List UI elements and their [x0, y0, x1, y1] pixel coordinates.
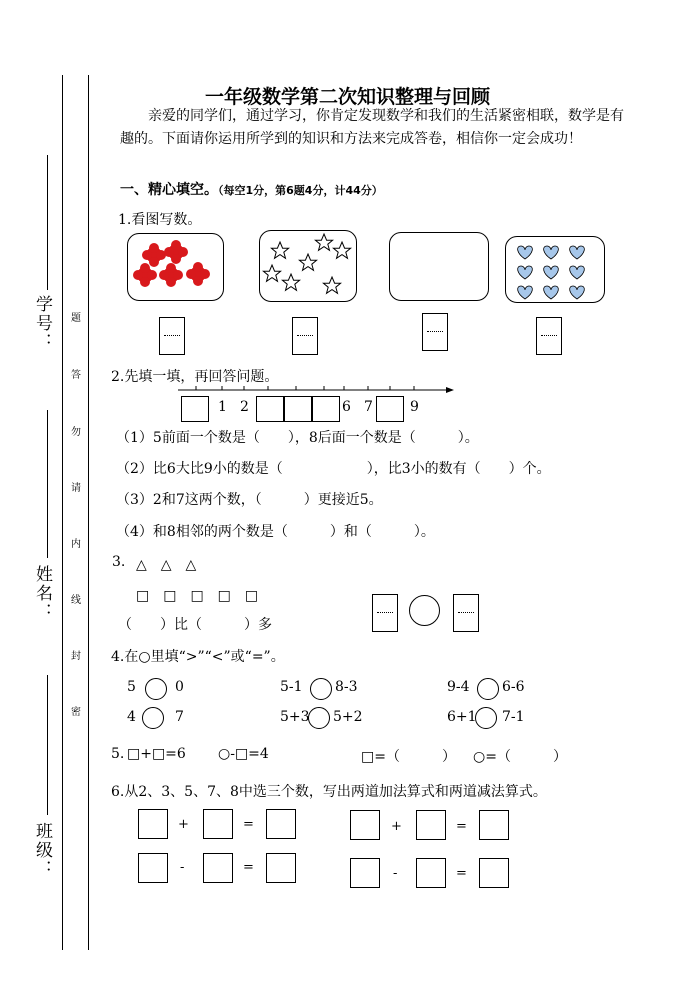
empty-picture [389, 232, 489, 301]
q4-compare-circle[interactable] [475, 707, 497, 729]
q3-squares: □ □ □ □ □ [136, 588, 259, 604]
section1-label: 一、精心填空。 [120, 182, 218, 198]
q3-triangles: △ △ △ [136, 557, 197, 573]
q1-answer-box[interactable] [536, 317, 562, 355]
intro-paragraph: 亲爱的同学们，通过学习，你肯定发现数学和我们的生活紧密相联，数学是有趣的。下面请你运用所学到的知识和方法来完成答卷，相信你一定会成功！ [120, 108, 624, 147]
q6-equals-sign: = [456, 866, 467, 881]
seal-char: 封 [71, 651, 81, 662]
number-line-label: 9 [410, 399, 419, 415]
margin-line-inner [88, 75, 89, 950]
number-line-label: 2 [240, 399, 249, 415]
q4-right: 5+2 [333, 709, 363, 725]
q6-equals-sign: = [243, 817, 254, 832]
student-id-underline [47, 155, 48, 290]
number-line-box[interactable] [181, 396, 209, 422]
q4-right: 8-3 [335, 679, 358, 695]
q5-answer2: ○=（ ） [473, 749, 567, 765]
q4-label: 4.在○里填“>”“<”或“=”。 [111, 649, 285, 665]
number-line-box[interactable] [312, 396, 340, 422]
number-line-box[interactable] [376, 396, 404, 422]
q2-sub4: （4）和8相邻的两个数是（ ）和（ ）。 [116, 524, 435, 540]
q3-compare-circle[interactable] [409, 595, 440, 626]
q6-number-box[interactable] [203, 809, 233, 839]
q4-left: 6+1 [447, 709, 477, 725]
q6-plus-sign: + [178, 817, 189, 832]
number-line-label: 1 [218, 399, 227, 415]
q4-compare-circle[interactable] [310, 678, 332, 700]
q6-number-box[interactable] [479, 810, 509, 840]
q6-label: 6.从2、3、5、7、8中选三个数，写出两道加法算式和两道减法算式。 [111, 784, 547, 800]
q6-minus-sign: - [393, 866, 398, 881]
page-title: 一年级数学第二次知识整理与回顾 [204, 86, 490, 108]
margin-line-outer [62, 75, 63, 950]
name-underline [47, 410, 48, 558]
seal-char: 勿 [71, 427, 81, 438]
q2-sub2: （2）比6大比9小的数是（ ），比3小的数有（ ）个。 [116, 461, 551, 477]
q4-compare-circle[interactable] [142, 707, 164, 729]
q2-sub1: （1）5前面一个数是（ ），8后面一个数是（ ）。 [116, 430, 479, 446]
q6-number-box[interactable] [138, 809, 168, 839]
q3-answer-box[interactable] [372, 594, 398, 632]
q6-number-box[interactable] [350, 810, 380, 840]
q4-compare-circle[interactable] [308, 707, 330, 729]
section1-note: （每空1分，第6题4分，计44分） [218, 184, 383, 197]
seal-char: 请 [71, 483, 81, 494]
class-label: 班级： [32, 822, 52, 879]
q6-number-box[interactable] [416, 810, 446, 840]
q4-left: 5+3 [280, 709, 310, 725]
number-line-box[interactable] [284, 396, 312, 422]
q6-minus-sign: - [180, 860, 185, 875]
q6-equals-sign: = [456, 819, 467, 834]
heart-icons [506, 237, 604, 302]
q3-answer-box[interactable] [453, 594, 479, 632]
hearts-picture [505, 236, 605, 303]
q3-label: 3. [112, 554, 126, 570]
q4-left: 4 [127, 709, 136, 725]
q1-answer-box[interactable] [292, 317, 318, 355]
q1-answer-box[interactable] [422, 313, 448, 351]
flowers-picture [127, 233, 224, 301]
seal-char: 线 [71, 595, 81, 606]
q6-number-box[interactable] [203, 853, 233, 883]
q5-answer1: □=（ ） [361, 749, 456, 765]
q6-number-box[interactable] [266, 853, 296, 883]
q5-label: 5. [111, 746, 125, 762]
q6-number-box[interactable] [266, 809, 296, 839]
q6-number-box[interactable] [138, 853, 168, 883]
q4-left: 9-4 [447, 679, 470, 695]
q6-equals-sign: = [243, 860, 254, 875]
q4-right: 6-6 [502, 679, 525, 695]
stars-picture [259, 230, 357, 302]
flower-icons [128, 234, 223, 300]
name-label: 姓名： [32, 565, 52, 622]
class-underline [47, 675, 48, 815]
q6-plus-sign: + [391, 819, 402, 834]
number-line-box[interactable] [256, 396, 284, 422]
q4-compare-circle[interactable] [477, 678, 499, 700]
number-line-label: 7 [364, 399, 373, 415]
q3-compare: （ ）比（ ）多 [118, 617, 272, 633]
seal-char: 题 [71, 313, 81, 324]
q5-equation2: ○-□=4 [218, 746, 269, 762]
q2-label: 2.先填一填，再回答问题。 [111, 369, 279, 385]
q2-sub3: （3）2和7这两个数，（ ）更接近5。 [116, 492, 383, 508]
q6-number-box[interactable] [479, 858, 509, 888]
q6-number-box[interactable] [350, 858, 380, 888]
q4-compare-circle[interactable] [145, 678, 167, 700]
q4-right: 0 [175, 679, 184, 695]
student-id-label: 学号： [32, 295, 52, 352]
q4-right: 7 [175, 709, 184, 725]
number-line-label: 6 [342, 399, 351, 415]
seal-char: 内 [71, 539, 81, 550]
q6-number-box[interactable] [416, 858, 446, 888]
q1-label: 1.看图写数。 [118, 212, 202, 228]
seal-char: 答 [71, 370, 81, 381]
seal-char: 密 [71, 707, 81, 718]
section1-heading [120, 179, 383, 199]
q4-left: 5 [127, 679, 136, 695]
q4-left: 5-1 [280, 679, 303, 695]
q5-equation1: □+□=6 [127, 746, 186, 762]
q1-answer-box[interactable] [159, 317, 185, 355]
star-icons [260, 231, 356, 301]
q4-right: 7-1 [502, 709, 525, 725]
